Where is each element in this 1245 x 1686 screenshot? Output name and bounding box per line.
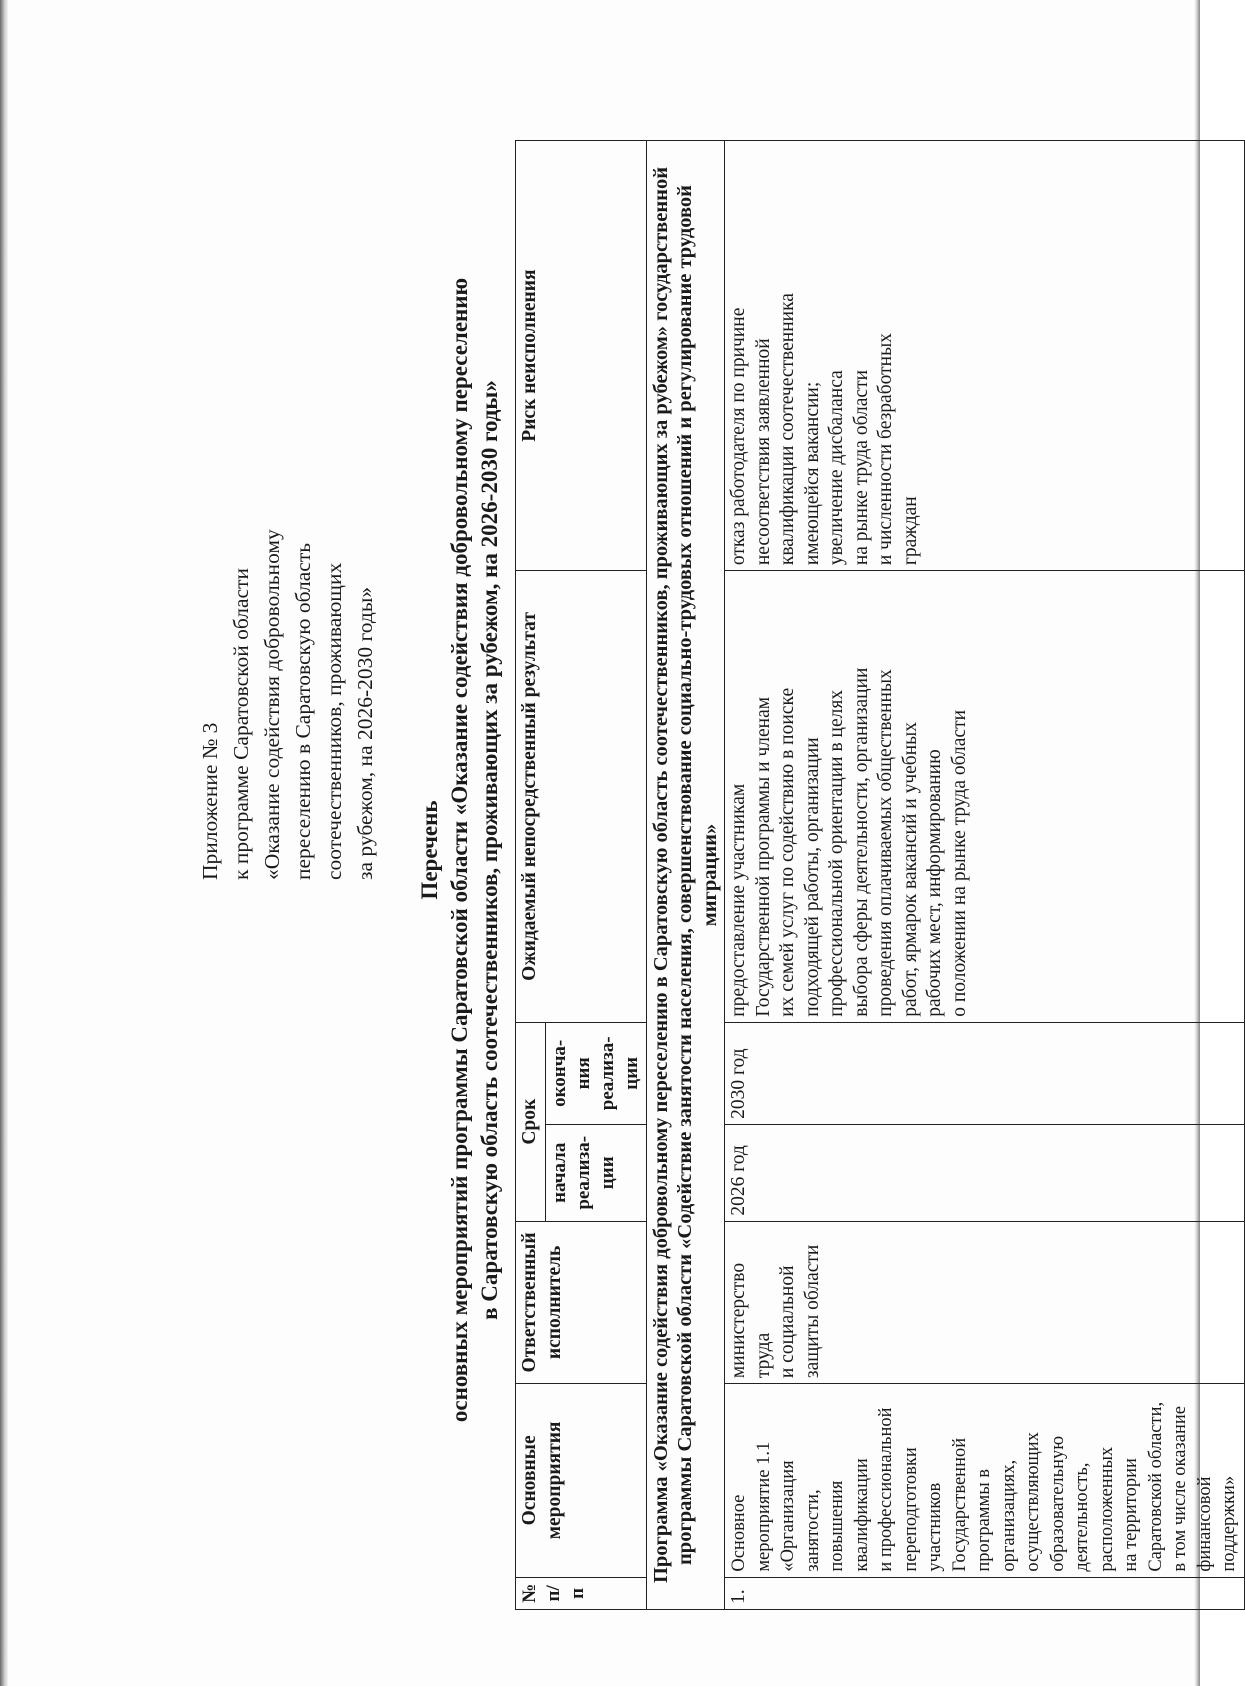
appendix-line: соотечественников, проживающих (322, 562, 346, 880)
section-row (646, 141, 725, 1610)
header-responsible: Ответственный исполнитель (516, 1221, 647, 1383)
cell-result: предоставление участникам Государственной программы и членам их семей услуг по содействию в поиске подходящей работы, организации профессиональной ориентации в целях выбора сферы деятельности, организации проведения оплачиваемых общественных работ, ярмарок вакансий и учебных рабочих мест, информированию о положении на рынке труда области (725, 571, 1245, 1023)
cell-num: 1. (725, 1577, 1245, 1609)
cell-start: 2026 год (725, 1124, 1245, 1221)
appendix-note (195, 360, 381, 880)
header-result: Ожидаемый непосредственный результат (516, 571, 647, 1023)
appendix-line: за рубежом, на 2026-2030 годы» (353, 586, 377, 880)
scan-edge-left (0, 0, 8, 1686)
appendix-line: «Оказание содействия добровольному (260, 529, 284, 880)
appendix-line: к программе Саратовской области (229, 568, 253, 880)
header-term: Срок (516, 1022, 546, 1221)
cell-risk: отказ работодателя по причине несоответствия заявленной квалификации соотечественника имеющейся вакансии; увеличение дисбаланса на рынке труда области и численности безработных граждан (725, 141, 1245, 571)
appendix-line: Приложение № 3 (198, 722, 222, 880)
cell-responsible: министерство труда и социальной защиты области (725, 1221, 1245, 1383)
table-header-row (516, 141, 546, 1610)
section-title: Программа «Оказание содействия добровольному переселению в Саратовскую область соотечественников, проживающих за рубежом» государственной программы Саратовской области «Содействие занятости населения, совершенствование социально-трудовых отношений и регулирование трудовой миграции» (646, 141, 725, 1610)
measures-table (515, 140, 1245, 1610)
header-num: № п/п (516, 1577, 647, 1609)
header-risk: Риск неисполнения (516, 141, 647, 571)
cell-end: 2030 год (725, 1022, 1245, 1124)
rotated-landscape-content (50, 40, 1239, 1660)
appendix-line: переселению в Саратовскую область (291, 542, 315, 880)
cell-event: Основное мероприятие 1.1 «Организация занятости, повышения квалификации и профессиональной переподготовки участников Государственной программы в организациях, осуществляющих образовательную деятельность, расположенных на территории Саратовской области, в том числе оказание финансовой поддержки» (725, 1384, 1245, 1578)
header-end: оконча-ния реализа-ции (545, 1022, 646, 1124)
title-line-3: в Саратовскую область соотечественников, проживающих за рубежом, на 2026-2030 годы» (477, 380, 502, 1320)
header-start: начала реализа-ции (545, 1124, 646, 1221)
title-line-2: основных мероприятий программы Саратовской области «Оказание содействия добровольному переселению (447, 277, 472, 1423)
title-line-1: Перечень (417, 800, 442, 900)
header-event: Основные мероприятия (516, 1384, 647, 1578)
document-title (415, 80, 505, 1620)
table-row (725, 141, 1245, 1610)
